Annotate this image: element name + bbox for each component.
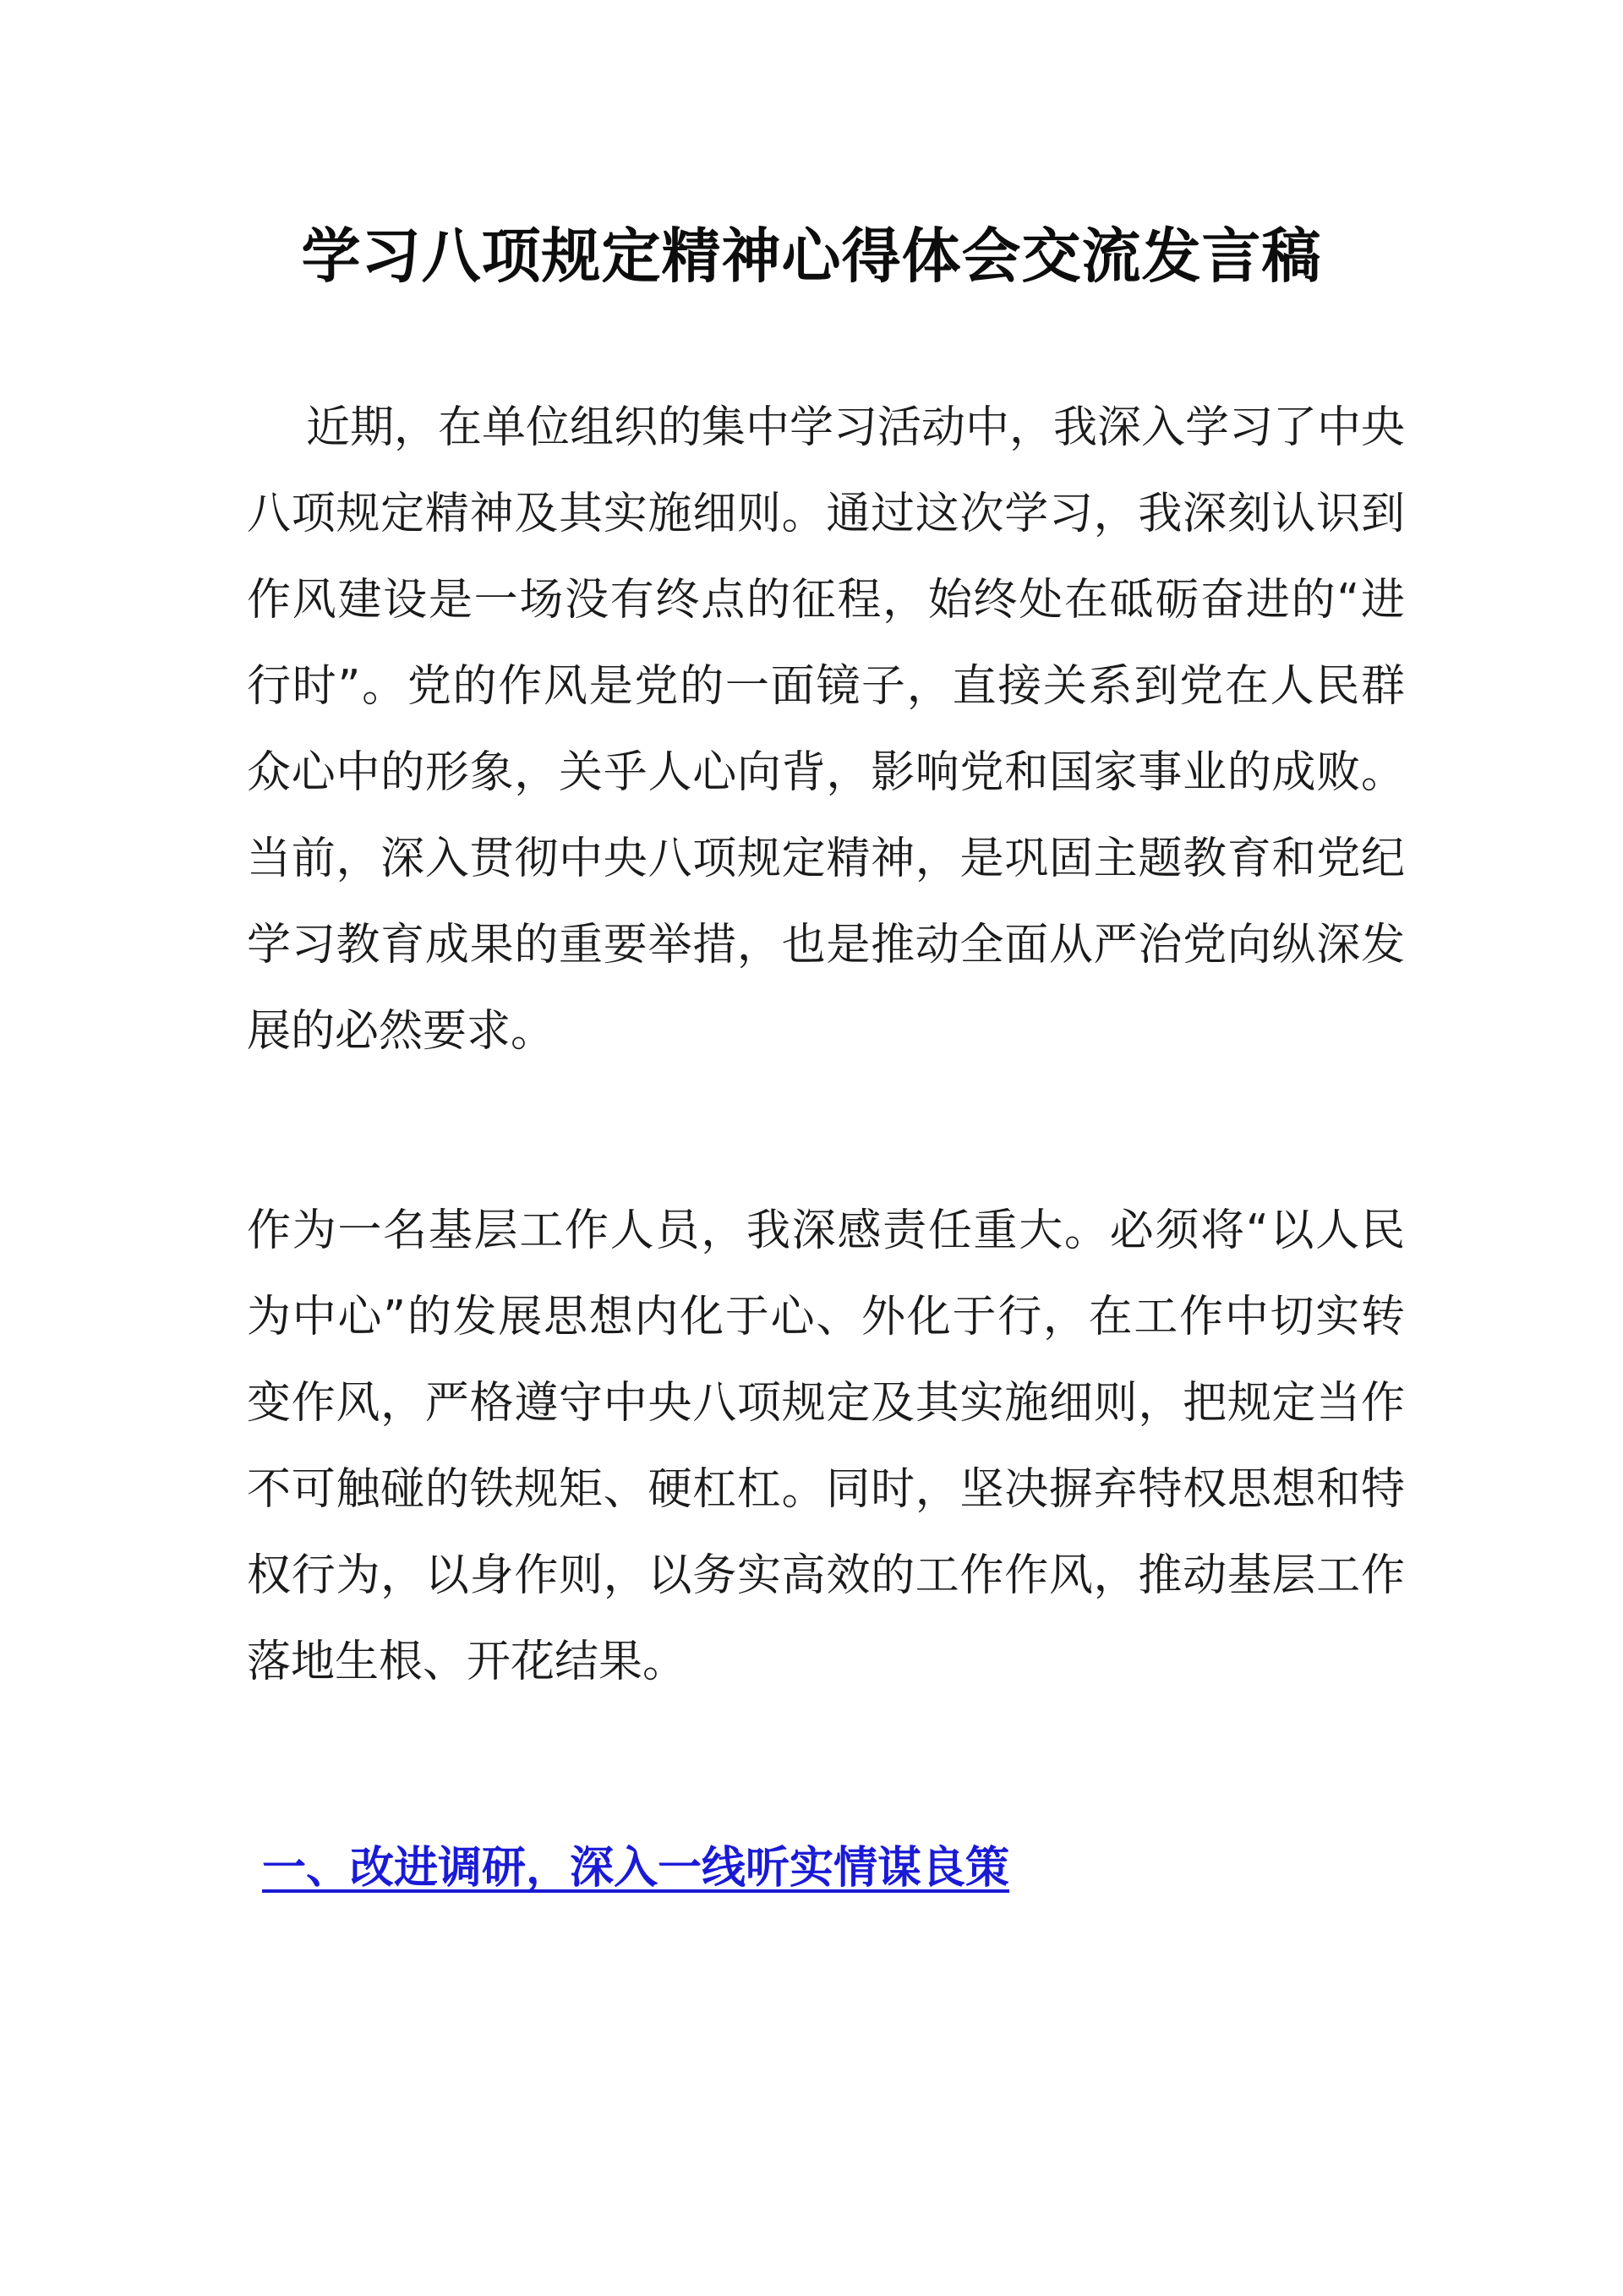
paragraph-intro: 近期，在单位组织的集中学习活动中，我深入学习了中央八项规定精神及其实施细则。通过这次学习，我深刻认识到作风建设是一场没有终点的征程，始终处在砥砺奋进的“进行时”。党的作风是党的一面镜子，直接关系到党在人民群众心中的形象，关乎人心向背，影响党和国家事业的成败。当前，深入贯彻中央八项规定精神，是巩固主题教育和党纪学习教育成果的重要举措，也是推动全面从严治党向纵深发展的必然要求。: [247, 402, 1406, 1057]
paragraph-responsibility: 作为一名基层工作人员，我深感责任重大。必须将“以人民为中心”的发展思想内化于心、外化于行，在工作中切实转变作风，严格遵守中央八项规定及其实施细则，把规定当作不可触碰的铁规矩、硬杠杠。同时，坚决摒弃特权思想和特权行为，以身作则，以务实高效的工作作风，推动基层工作落地生根、开花结果。: [247, 1205, 1405, 1687]
section-heading-link[interactable]: 一、改进调研，深入一线听实情谋良策: [262, 1843, 1010, 1894]
document-title: 学习八项规定精神心得体会交流发言稿: [301, 221, 1322, 291]
